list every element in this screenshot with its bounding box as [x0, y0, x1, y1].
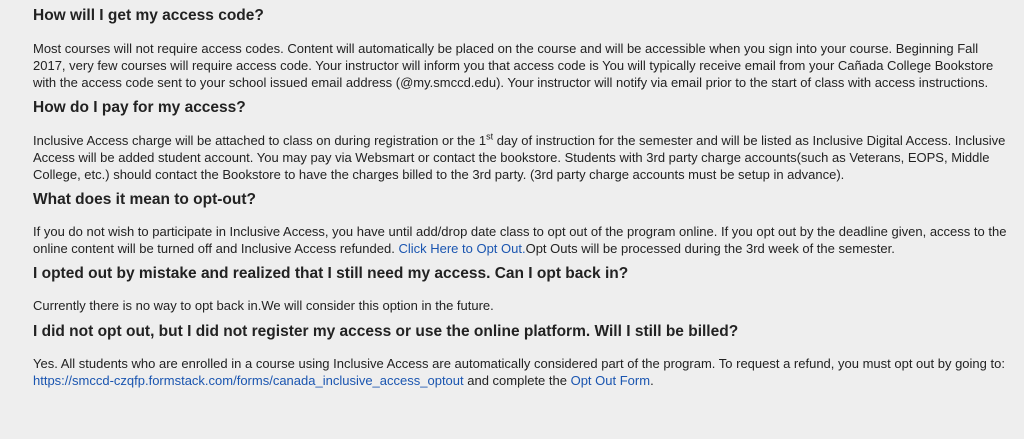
answer-text: day of instruction for the semester and will be listed as Inclusive Digital Access. Inclusive Access will be added student account. You may pay via Websmart or contact the bookstore. Students with 3rd party charge accounts(such as Veterans, EOPS, Middle College, etc.) should contact the Bookstore to have the charges billed to the 3rd party. (3rd party charge accounts must be setup in advance). — [33, 133, 1006, 182]
faq-question-still-billed: I did not opt out, but I did not register my access or use the online platform. Will I still be billed? — [33, 323, 739, 340]
faq-answer-opt-out-meaning — [33, 223, 1008, 257]
faq-answer-access-code: Most courses will not require access codes. Content will automatically be placed on the course and will be accessible when you sign into your course. Beginning Fall 2017, very few courses will require access code. Your instructor will inform you that access code is You will typically receive email from your Cañada College Bookstore with the access code sent to your school issued email address (@my.smccd.edu). Your instructor will notify via email prior to the start of class with access instructions. — [33, 41, 994, 90]
answer-text: and complete the — [463, 373, 571, 388]
answer-text: Opt Outs will be processed during the 3rd week of the semester. — [525, 241, 895, 256]
ordinal-suffix: st — [486, 131, 494, 142]
faq-question-access-code: How will I get my access code? — [33, 7, 264, 24]
answer-text: If you do not wish to participate in Inclusive Access, you have until add/drop date class to opt out of the program online. If you opt out by the deadline given, access to the online content will be turned off and Inclusive Access refunded. — [33, 224, 1007, 256]
faq-question-pay-access: How do I pay for my access? — [33, 99, 246, 116]
faq-question-opt-back-in: I opted out by mistake and realized that I still need my access. Can I opt back in? — [33, 265, 629, 282]
answer-text: Inclusive Access charge will be attached to class on during registration or the 1 — [33, 133, 487, 148]
opt-out-link[interactable]: Click Here to Opt Out. — [398, 241, 526, 256]
answer-text: . — [650, 373, 654, 388]
faq-answer-still-billed — [33, 355, 1008, 389]
opt-out-form-link[interactable]: Opt Out Form — [570, 373, 651, 388]
faq-answer-pay-access — [33, 132, 1008, 183]
faq-answer-opt-back-in: Currently there is no way to opt back in.We will consider this option in the future. — [33, 298, 494, 313]
answer-text: Yes. All students who are enrolled in a course using Inclusive Access are automatically considered part of the program. To request a refund, you must opt out by going to: — [33, 356, 1005, 371]
faq-question-opt-out-meaning: What does it mean to opt-out? — [33, 191, 257, 208]
formstack-url-link[interactable]: https://smccd-czqfp.formstack.com/forms/canada_inclusive_access_optout — [33, 373, 464, 388]
